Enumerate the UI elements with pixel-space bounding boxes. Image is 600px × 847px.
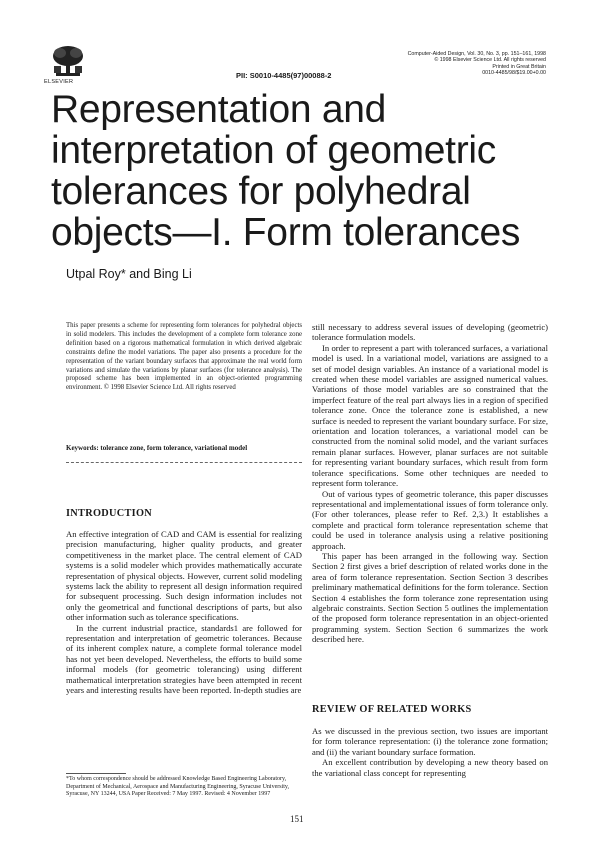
paragraph: An excellent contribution by developing a new theory based on the variational class concept for representing: [312, 757, 548, 778]
paragraph: This paper has been arranged in the following way. Section Section 2 first gives a brief description of related works done in the area of form tolerance representation. Section Section 3 describes preliminary mathematical definitions for the form tolerance. Section Section 4 establishes the form tolerance zone representation using algebraic constraints. Section Section 5 outlines the implementation of the proposed form tolerance representation in an object-oriented programming system. Section Section 6 summarizes the work described here.: [312, 550, 548, 645]
journal-citation: Computer-Aided Design, Vol. 30, No. 3, pp. 151–161, 1998: [407, 51, 546, 57]
keywords: Keywords: tolerance zone, form tolerance, variational model: [66, 444, 248, 452]
paragraph: In order to represent a part with toleranced surfaces, a variational model is used. In a variational model, variations are assigned to a set of model design variables. An instance of a variational model is created when these model variables are assigned numerical values. Variations of those model variables are so constrained that the imperfect feature of the real part always lies in a region of specified tolerance zone. Once the tolerance zone is established, a new surface is needed to represent the variant boundary surface. For size, orientation and location tolerances, a variational model can be constructed from the nominal solid model, and the variant surfaces remain planar surfaces. However, planar surfaces are not suitable for representing variant boundary surfaces, which result from form tolerance specifications. Some other techniques are needed to represent form tolerance.: [312, 342, 548, 489]
paragraph: As we discussed in the previous section, two issues are important for form tolerance representation: (i) the tolerance zone formation; and (ii) the variant boundary surface formation.: [312, 726, 548, 757]
elsevier-tree-logo: [50, 44, 86, 78]
copyright-line: © 1998 Elsevier Science Ltd. All rights reserved: [434, 57, 546, 64]
introduction-body: [66, 529, 302, 696]
keywords-divider: [66, 462, 302, 463]
issn-line: 0010-4485/98/$19.00+0.00: [482, 70, 546, 77]
section-heading-introduction: INTRODUCTION: [66, 508, 152, 519]
publisher-logo-label: ELSEVIER: [44, 79, 74, 85]
footnote: *To whom correspondence should be addressed Knowledge Based Engineering Laboratory, Department of Mechanical, Aerospace and Manufacturing Engineering, Syracuse University, Syracuse, NY 13244, USA Paper Received: 7 May 1997. Revised: 4 November 1997: [66, 776, 290, 798]
printed-line: Printed in Great Britain: [492, 63, 546, 70]
review-body: [312, 726, 548, 778]
journal-info: [384, 51, 546, 77]
paper-title: Representation and interpretation of geometric tolerances for polyhedral objects—I. Form tolerances: [51, 88, 521, 254]
abstract: This paper presents a scheme for representing form tolerances for polyhedral objects in solid modelers. This includes the development of a complete form tolerance zone definition based on a rigorous mathematical formulation in which derived algebraic constraints define the model variations. The paper also presents a procedure for the representation of the variant boundary surfaces that approximate the real world form variations and simulate the variations by planar surfaces (for tolerance analysis). The proposed scheme has been implemented in an object-oriented programming environment. © 1998 Elsevier Science Ltd. All rights reserved: [66, 322, 302, 392]
right-column-body: [312, 322, 548, 645]
authors: Utpal Roy* and Bing Li: [66, 267, 192, 281]
paragraph: In the current industrial practice, standards1 are followed for representation and interpretation of geometric tolerances. Because of its inherent complex nature, a complete formal tolerance model has not yet been developed. Nevertheless, the efforts to build some informal models (for geometric tolerancing) using different mathematical interpretation strategies have been attempted in recent years and interesting results have been reported. In-depth studies are: [66, 622, 302, 696]
paragraph: still necessary to address several issues of developing (geometric) tolerance formulation models.: [312, 322, 548, 343]
paragraph: An effective integration of CAD and CAM is essential for realizing precision manufacturing, higher quality products, and greater competitiveness in the market place. The central element of CAD systems is a solid modeler which provides mathematically accurate representation of physical objects. However, current solid modeling systems lack the ability to represent all design information required for subsequent processing. Such design information includes not only the geometrical and functional descriptions of parts, but also other information such as tolerance specifications.: [66, 529, 302, 623]
pii-identifier: PII: S0010-4485(97)00088-2: [236, 71, 332, 80]
paragraph: Out of various types of geometric tolerance, this paper discusses representational and implementational issues of form tolerance only. (For other tolerances, please refer to Ref. 2,3.) It establishes a complete and practical form tolerance representation scheme that could be used in tolerance analysis using a relative positioning approach.: [312, 488, 548, 551]
section-heading-review: REVIEW OF RELATED WORKS: [312, 704, 472, 715]
page-number: 151: [290, 814, 304, 824]
footnote-divider: [66, 773, 126, 774]
